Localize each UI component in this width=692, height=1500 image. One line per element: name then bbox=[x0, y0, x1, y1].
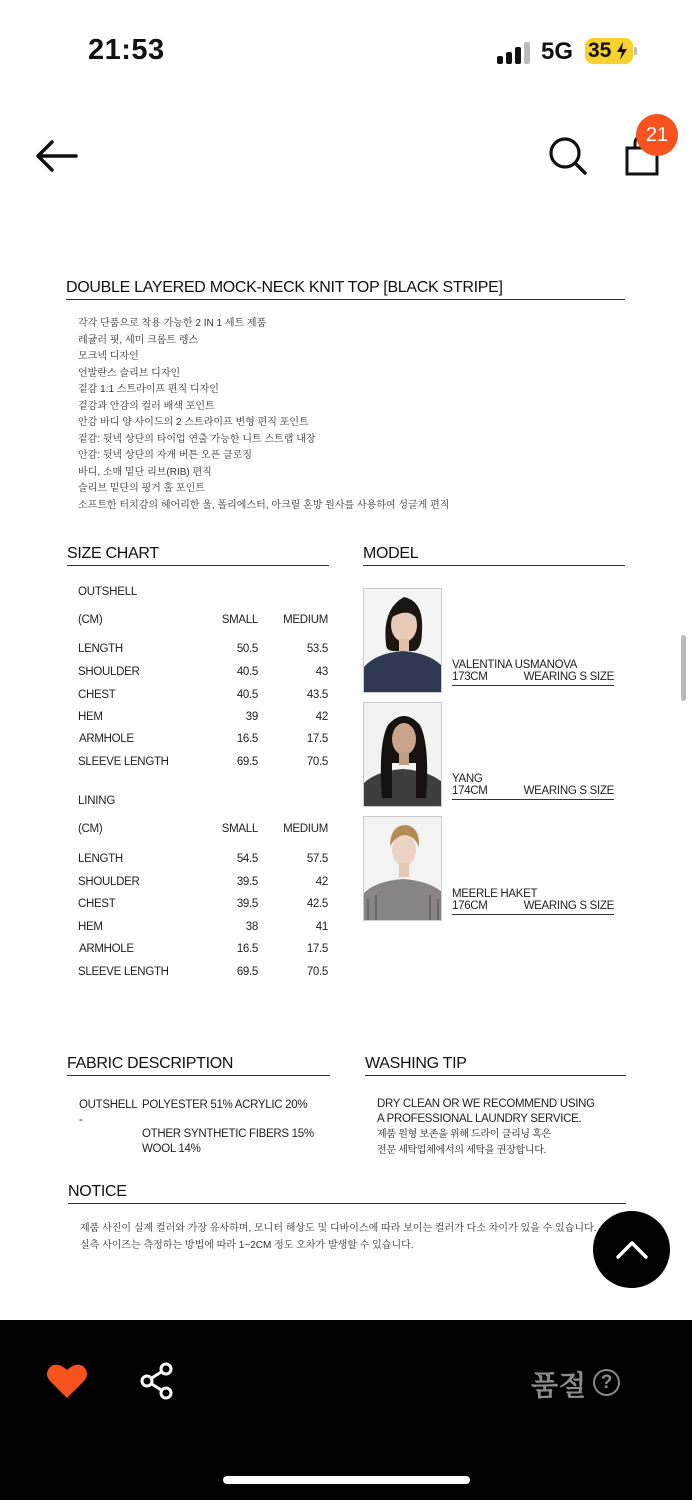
row-name: SHOULDER bbox=[78, 666, 140, 678]
model-info bbox=[452, 773, 614, 800]
table-row bbox=[78, 898, 333, 916]
row-medium: 70.5 bbox=[306, 756, 328, 768]
model-info bbox=[452, 888, 614, 915]
model-detail-line bbox=[452, 900, 614, 915]
signal-icon bbox=[497, 40, 533, 64]
col-small: SMALL bbox=[221, 823, 258, 835]
col-small: SMALL bbox=[221, 614, 258, 626]
scroll-to-top-button[interactable] bbox=[593, 1211, 670, 1288]
row-medium: 42 bbox=[315, 876, 328, 888]
row-small: 50.5 bbox=[236, 643, 258, 655]
soldout-label: 품절 bbox=[531, 1370, 588, 1401]
row-name: SHOULDER bbox=[78, 876, 140, 888]
model-height: 176CM bbox=[452, 900, 488, 912]
scrollbar[interactable] bbox=[681, 635, 686, 701]
model-photo bbox=[363, 588, 442, 693]
description-line: 각각 단품으로 착용 가능한 2 IN 1 세트 제품 bbox=[78, 318, 267, 329]
description-line: 모크넥 디자인 bbox=[78, 351, 139, 362]
product-title: DOUBLE LAYERED MOCK-NECK KNIT TOP [BLACK STRIPE] bbox=[66, 279, 625, 300]
row-small: 69.5 bbox=[236, 756, 258, 768]
table-row bbox=[78, 643, 333, 661]
fabric-title: FABRIC DESCRIPTION bbox=[67, 1055, 330, 1076]
model-photo bbox=[363, 816, 442, 921]
description-line: 바디, 소매 밑단 리브(RIB) 편직 bbox=[78, 466, 212, 478]
fabric-line: POLYESTER 51% ACRYLIC 20% bbox=[142, 1099, 308, 1111]
lining-label: LINING bbox=[78, 795, 116, 807]
model-height: 174CM bbox=[452, 785, 488, 797]
model-detail-line bbox=[452, 671, 614, 686]
row-small: 39.5 bbox=[236, 876, 258, 888]
washing-line: 전문 세탁업체에서의 세탁을 권장합니다. bbox=[377, 1145, 547, 1156]
row-medium: 42.5 bbox=[306, 898, 328, 910]
model-wearing: WEARING S SIZE bbox=[523, 671, 614, 683]
product-description bbox=[78, 316, 449, 514]
row-small: 40.5 bbox=[236, 666, 258, 678]
fabric-outshell-label: OUTSHELL - bbox=[79, 1099, 137, 1126]
row-name: SLEEVE LENGTH bbox=[78, 756, 169, 768]
table-row bbox=[78, 689, 333, 707]
battery-level: 35 bbox=[588, 39, 612, 62]
description-line: 안감 바디 양 사이드의 2 스트라이프 변형 편직 포인트 bbox=[78, 417, 309, 428]
notice-line: 제품 사진이 실제 컬러와 가장 유사하며, 모니터 해상도 및 디바이스에 따라 보이는 컬러가 다소 차이가 있을 수 있습니다. bbox=[80, 1223, 597, 1234]
status-time: 21:53 bbox=[88, 34, 165, 66]
row-medium: 41 bbox=[315, 921, 328, 933]
model-height: 173CM bbox=[452, 671, 488, 683]
table-row bbox=[78, 943, 333, 961]
model-title: MODEL bbox=[363, 545, 625, 566]
description-line: 언발란스 슬리브 디자인 bbox=[78, 367, 181, 379]
description-line: 겉감과 안감의 컬러 배색 포인트 bbox=[78, 400, 215, 412]
washing-title: WASHING TIP bbox=[365, 1055, 626, 1076]
status-bar bbox=[0, 0, 692, 100]
row-small: 40.5 bbox=[236, 689, 258, 701]
table-row bbox=[78, 966, 333, 984]
back-arrow-icon[interactable] bbox=[32, 136, 80, 176]
row-name: LENGTH bbox=[78, 853, 123, 865]
model-info bbox=[452, 659, 614, 686]
network-label: 5G bbox=[541, 38, 574, 65]
row-medium: 43 bbox=[315, 666, 328, 678]
fabric-description bbox=[79, 1098, 314, 1156]
row-medium: 43.5 bbox=[306, 689, 328, 701]
row-name: HEM bbox=[78, 711, 103, 723]
description-line: 레귤러 핏, 세미 크롭트 렝스 bbox=[78, 334, 199, 346]
col-medium: MEDIUM bbox=[283, 614, 328, 626]
size-chart-header bbox=[78, 614, 333, 632]
row-name: SLEEVE LENGTH bbox=[78, 966, 169, 978]
row-small: 16.5 bbox=[236, 943, 258, 955]
table-row bbox=[78, 733, 333, 751]
share-icon[interactable] bbox=[139, 1362, 175, 1400]
washing-line: A PROFESSIONAL LAUNDRY SERVICE. bbox=[377, 1112, 582, 1125]
question-icon[interactable]: ? bbox=[593, 1369, 620, 1396]
row-small: 38 bbox=[245, 921, 258, 933]
search-icon[interactable] bbox=[546, 134, 590, 178]
battery-icon bbox=[585, 38, 633, 64]
bottom-action-bar bbox=[0, 1320, 692, 1500]
description-line: 슬리브 밑단의 핑거 홀 포인트 bbox=[78, 483, 206, 494]
row-name: CHEST bbox=[78, 689, 116, 701]
model-name: MEERLE HAKET bbox=[452, 888, 538, 900]
row-small: 54.5 bbox=[236, 853, 258, 865]
table-row bbox=[78, 756, 333, 774]
table-row bbox=[78, 921, 333, 939]
unit-label: (CM) bbox=[78, 614, 103, 626]
cart-count-badge: 21 bbox=[636, 114, 678, 156]
unit-label: (CM) bbox=[78, 823, 103, 835]
row-small: 39 bbox=[245, 711, 258, 723]
model-photo bbox=[363, 702, 442, 807]
row-medium: 53.5 bbox=[306, 643, 328, 655]
table-row bbox=[78, 711, 333, 729]
chevron-up-icon bbox=[615, 1240, 649, 1260]
table-row bbox=[78, 853, 333, 871]
row-medium: 17.5 bbox=[306, 733, 328, 745]
notice-title: NOTICE bbox=[68, 1183, 626, 1204]
washing-line: 제품 원형 보존을 위해 드라이 클리닝 혹은 bbox=[377, 1129, 551, 1140]
model-detail-line bbox=[452, 785, 614, 800]
row-name: ARMHOLE bbox=[79, 733, 134, 745]
row-medium: 70.5 bbox=[306, 966, 328, 978]
row-medium: 57.5 bbox=[306, 853, 328, 865]
fabric-line: OTHER SYNTHETIC FIBERS 15% bbox=[142, 1128, 314, 1140]
size-chart-title: SIZE CHART bbox=[67, 545, 329, 566]
model-name: YANG bbox=[452, 773, 483, 785]
fabric-line: WOOL 14% bbox=[142, 1142, 201, 1155]
notice-line: 실측 사이즈는 측정하는 방법에 따라 1~2CM 정도 오차가 발생할 수 있습니다. bbox=[80, 1240, 414, 1251]
row-small: 69.5 bbox=[236, 966, 258, 978]
description-line: 겉감: 뒷넥 상단의 타이업 연출 가능한 니트 스트랩 내장 bbox=[78, 433, 316, 445]
notice-text bbox=[80, 1220, 596, 1254]
row-medium: 17.5 bbox=[306, 943, 328, 955]
row-name: CHEST bbox=[78, 898, 116, 910]
size-chart-header bbox=[78, 823, 333, 841]
washing-tip bbox=[377, 1097, 595, 1159]
table-row bbox=[78, 876, 333, 894]
row-small: 39.5 bbox=[236, 898, 258, 910]
heart-icon[interactable] bbox=[46, 1362, 88, 1400]
home-indicator[interactable] bbox=[223, 1476, 470, 1484]
row-name: HEM bbox=[78, 921, 103, 933]
model-wearing: WEARING S SIZE bbox=[523, 785, 614, 797]
outshell-label: OUTSHELL bbox=[78, 586, 138, 598]
row-name: LENGTH bbox=[78, 643, 123, 655]
row-medium: 42 bbox=[315, 711, 328, 723]
washing-line: DRY CLEAN OR WE RECOMMEND USING bbox=[377, 1098, 595, 1110]
col-medium: MEDIUM bbox=[283, 823, 328, 835]
row-small: 16.5 bbox=[236, 733, 258, 745]
model-name: VALENTINA USMANOVA bbox=[452, 659, 578, 671]
table-row bbox=[78, 666, 333, 684]
description-line: 안감: 뒷넥 상단의 자개 버튼 오픈 클로징 bbox=[78, 450, 253, 461]
model-wearing: WEARING S SIZE bbox=[523, 900, 614, 912]
row-name: ARMHOLE bbox=[79, 943, 134, 955]
description-line: 겉감 1:1 스트라이프 편직 디자인 bbox=[78, 384, 219, 395]
description-line: 소프트한 터치감의 헤어리한 울, 폴리에스터, 아크릴 혼방 원사를 사용하여 성글게 편직 bbox=[78, 499, 450, 511]
